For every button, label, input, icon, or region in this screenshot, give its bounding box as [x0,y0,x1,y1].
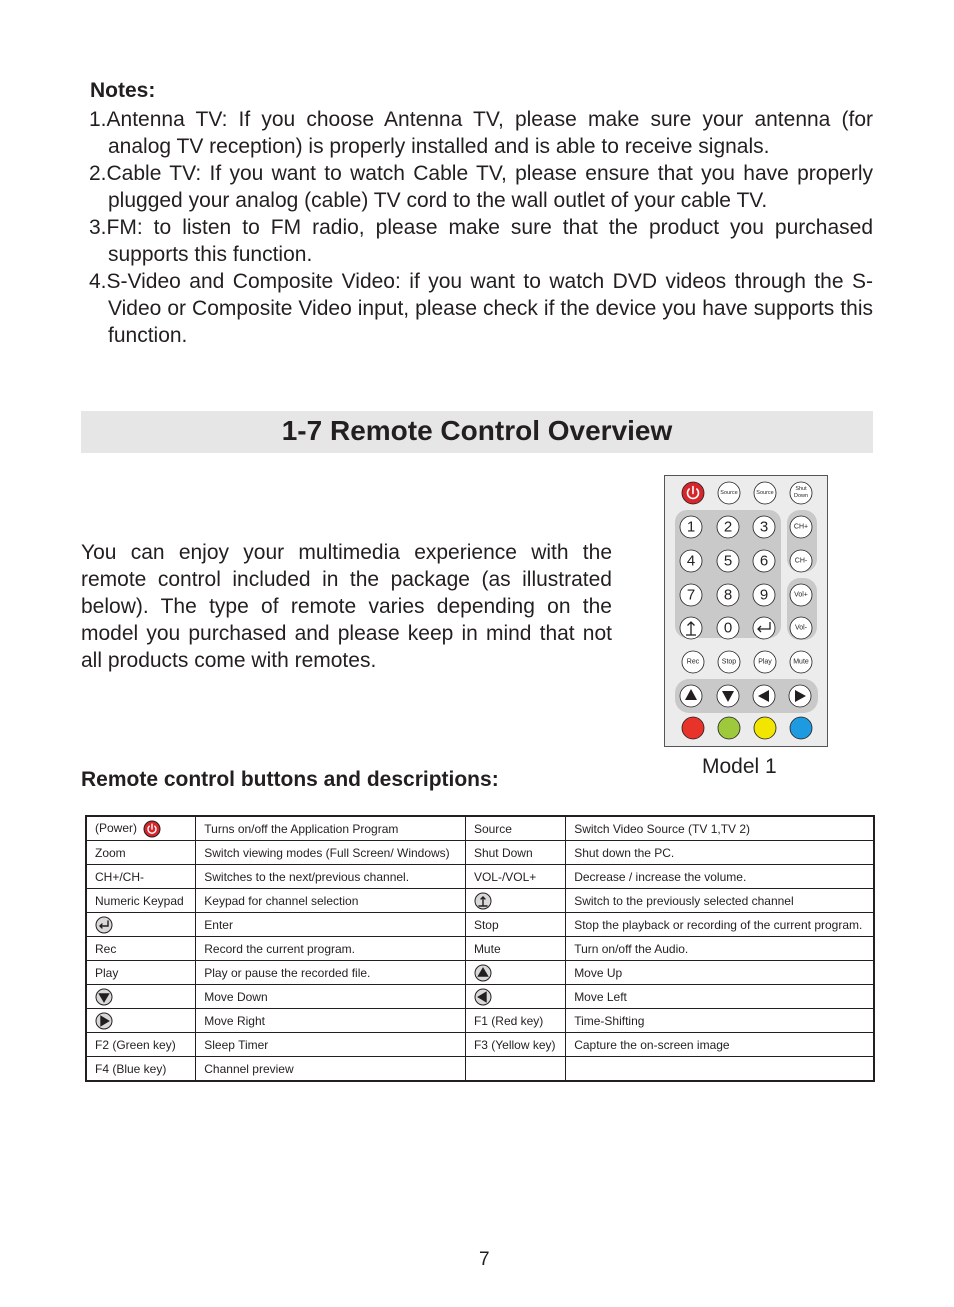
button-description-cell [196,937,466,961]
cell-text: Rec [95,941,117,956]
cell-text: F2 (Green key) [95,1037,176,1052]
digit-label: 1 [686,518,696,536]
button-name-cell [86,889,196,913]
power-icon [143,820,161,838]
button-description-cell [196,865,466,889]
side-button-label: CH- [794,557,808,565]
cell-text: VOL-/VOL+ [473,869,537,884]
button-name-cell [86,1009,196,1033]
table-row [86,1009,874,1033]
note-item: 2.Cable TV: If you want to watch Cable TV, please ensure that you have properly plugged your analog (cable) TV cord to the wall outlet of your cable TV. [89,162,873,212]
button-description-cell [566,961,874,985]
cell-text: Shut Down [473,845,533,860]
arrow-right-icon [95,1012,113,1030]
table-row [86,937,874,961]
button-name-cell [465,961,565,985]
button-name-cell [86,816,196,841]
button-description-cell [196,816,466,841]
cell-text: Zoom [95,845,126,860]
cell-text: Move Right [204,1013,265,1028]
cell-text: Record the current program. [204,941,355,956]
digit-label: 3 [759,518,769,536]
button-description-cell [196,841,466,865]
button-description-cell [566,889,874,913]
button-name-cell [465,1009,565,1033]
cell-text: Numeric Keypad [95,893,184,908]
button-name-cell [86,961,196,985]
button-description-cell [566,816,874,841]
button-name-cell [465,865,565,889]
note-item: 1.Antenna TV: If you choose Antenna TV, please make sure your antenna (for analog TV reception) is properly installed and is able to receive signals. [89,108,873,158]
cell-text: Play or pause the recorded file. [204,965,371,980]
media-button-label: Rec [686,658,700,666]
button-description-cell [566,1033,874,1057]
button-description-cell [196,889,466,913]
button-description-cell [566,937,874,961]
cell-text: Switch viewing modes (Full Screen/ Windows) [204,845,450,860]
button-name-cell [86,1033,196,1057]
button-name-cell [465,1057,565,1082]
page-number: 7 [479,1249,490,1270]
recall-icon [474,892,492,910]
button-description-cell [566,841,874,865]
digit-label: 7 [686,586,696,604]
cell-text: Play [95,965,119,980]
cell-text: Switches to the next/previous channel. [204,869,410,884]
button-description-cell [566,913,874,937]
table-heading: Remote control buttons and descriptions: [81,768,499,791]
color-key-button [790,717,812,739]
table-row [86,1057,874,1082]
shut-down-label: Down [793,493,809,499]
button-name-cell [86,841,196,865]
table-row [86,865,874,889]
button-name-cell [465,889,565,913]
color-key-button [718,717,740,739]
enter-icon [95,916,113,934]
cell-text: F4 (Blue key) [95,1061,167,1076]
button-description-cell [196,1009,466,1033]
button-name-cell [86,913,196,937]
table-row [86,913,874,937]
table-row [86,985,874,1009]
section-header-bar [81,411,873,453]
note-item: 3.FM: to listen to FM radio, please make sure that the product you purchased supports this function. [89,216,873,266]
digit-label: 0 [723,619,733,637]
cell-text: Switch to the previously selected channel [574,893,794,908]
cell-text: Decrease / increase the volume. [574,869,747,884]
button-description-cell [196,1033,466,1057]
cell-text: Mute [473,941,501,956]
model-caption: Model 1 [702,755,777,778]
enter-button [753,617,775,639]
cell-text: F3 (Yellow key) [473,1037,556,1052]
digit-label: 2 [723,518,733,536]
button-description-cell [196,985,466,1009]
side-button-label: Vol- [794,624,808,632]
button-name-cell [465,1033,565,1057]
notes-title: Notes: [90,79,156,102]
cell-text: CH+/CH- [95,869,145,884]
cell-text: Enter [204,917,233,932]
shut-down-label: Shut [795,486,807,492]
digit-label: 6 [759,552,769,570]
button-description-cell [566,1057,874,1082]
button-description-cell [566,865,874,889]
button-name-cell [86,1057,196,1082]
button-description-cell [196,961,466,985]
cell-text: Shut down the PC. [574,845,675,860]
side-button-label: Vol+ [794,591,808,599]
button-name-cell [465,841,565,865]
button-name-cell [86,937,196,961]
cell-text: Switch Video Source (TV 1,TV 2) [574,821,751,836]
digit-label: 9 [759,586,769,604]
section-title: 1-7 Remote Control Overview [281,415,673,446]
button-description-cell [196,1057,466,1082]
source-label: Source [720,490,738,496]
cell-text: Turn on/off the Audio. [574,941,689,956]
note-item: 4.S-Video and Composite Video: if you want to watch DVD videos through the S-Video or Composite Video input, please check if the device you have supports this function. [89,270,873,347]
cell-text: (Power) [95,820,138,835]
notes-list [89,106,873,349]
cell-text: Move Down [204,989,268,1004]
intro-paragraph: You can enjoy your multimedia experience with the remote control included in the package (as illustrated below). The type of remote varies depending on the model you purchased and please keep in mind that not all products come with remotes. [81,541,612,672]
digit-label: 4 [686,552,696,570]
media-button-label: Mute [793,658,809,666]
cell-text: Move Up [574,965,623,980]
cell-text: Capture the on-screen image [574,1037,730,1052]
button-description-cell [196,913,466,937]
digit-label: 5 [723,552,733,570]
cell-text: Turns on/off the Application Program [204,821,399,836]
cell-text: Channel preview [204,1061,294,1076]
button-name-cell [465,937,565,961]
cell-text: Time-Shifting [574,1013,645,1028]
side-button-label: CH+ [793,523,809,531]
color-key-button [754,717,776,739]
cell-text: Sleep Timer [204,1037,269,1052]
source-label: Source [756,490,774,496]
cell-text: F1 (Red key) [473,1013,544,1028]
cell-text: Keypad for channel selection [204,893,359,908]
button-name-cell [465,816,565,841]
table-row [86,841,874,865]
media-button-label: Play [758,658,772,666]
arrow-up-icon [474,964,492,982]
color-key-button [682,717,704,739]
cell-text: Stop [473,917,499,932]
button-name-cell [86,865,196,889]
cell-text: Source [473,821,512,836]
button-description-cell [566,1009,874,1033]
media-button-label: Stop [721,658,737,666]
table-row [86,816,874,841]
button-name-cell [465,985,565,1009]
cell-text: Stop the playback or recording of the current program. [574,917,863,932]
remote-illustration [664,475,828,747]
button-name-cell [86,985,196,1009]
table-row [86,889,874,913]
table-row [86,1033,874,1057]
button-description-table [85,815,875,1082]
remote-drawing [665,476,827,746]
button-description-cell [566,985,874,1009]
button-name-cell [465,913,565,937]
digit-label: 8 [723,586,733,604]
arrow-down-icon [95,988,113,1006]
table-row [86,961,874,985]
cell-text: Move Left [574,989,627,1004]
arrow-left-icon [474,988,492,1006]
